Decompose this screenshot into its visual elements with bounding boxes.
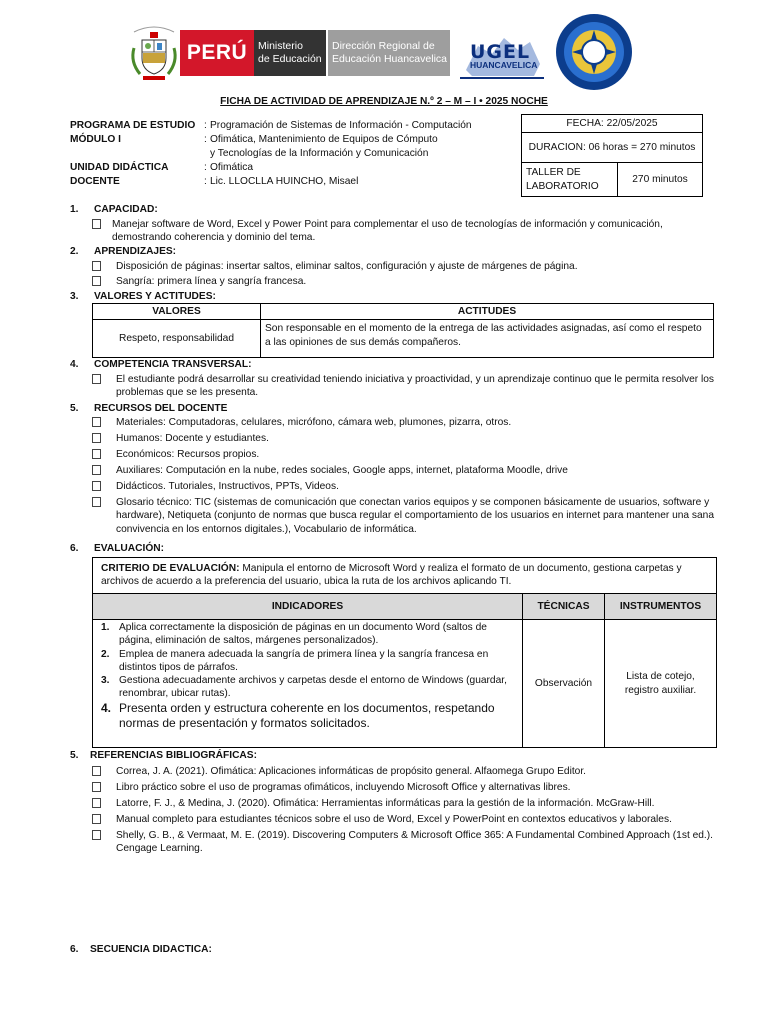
checkbox-bullet-icon: [92, 374, 101, 384]
checkbox-bullet-icon: [92, 449, 101, 459]
criterio-cell: [93, 558, 717, 594]
list-item: Humanos: Docente y estudiantes.: [92, 432, 718, 445]
section-title-valores: VALORES Y ACTITUDES:: [94, 291, 216, 302]
section-number: 1.: [70, 204, 79, 215]
drea-label: Dirección Regional de Educación Huancavelica: [328, 30, 450, 76]
section-number: 2.: [70, 246, 79, 257]
list-item: Latorre, F. J., & Medina, J. (2020). Ofimática: Herramientas informáticas para la gestión de la información. McGraw-Hill.: [92, 797, 718, 810]
section-number: 6.: [70, 944, 79, 955]
section-number: 6.: [70, 543, 79, 554]
tecnica-cell: Observación: [523, 620, 605, 748]
peru-brand-box: PERÚ: [180, 30, 254, 76]
tecnicas-header: TÉCNICAS: [523, 594, 605, 620]
section-title-referencias: REFERENCIAS BIBLIOGRÁFICAS:: [90, 750, 257, 761]
list-item: Económicos: Recursos propios.: [92, 448, 718, 461]
taller-cell: TALLER DE LABORATORIO: [522, 163, 618, 197]
date-table: [521, 114, 703, 197]
checkbox-bullet-icon: [92, 481, 101, 491]
indicadores-header: INDICADORES: [93, 594, 523, 620]
indicador-item: 3. Gestiona adecuadamente archivos y carpetas desde el entorno de Windows (guardar, renombrar, ubicar rutas).: [101, 675, 507, 700]
instrumentos-header: INSTRUMENTOS: [605, 594, 717, 620]
indicador-item: 1. Aplica correctamente la disposición de páginas en un documento Word (saltos de página, eliminación de saltos, márgenes personalizados).: [101, 622, 487, 647]
checkbox-bullet-icon: [92, 798, 101, 808]
section-title-secuencia: SECUENCIA DIDACTICA:: [90, 944, 212, 955]
indicadores-cell: [93, 620, 523, 748]
ugel-logo-text: UGEL: [470, 41, 531, 63]
section-number: 4.: [70, 359, 79, 370]
section-number: 3.: [70, 291, 79, 302]
list-item: Shelly, G. B., & Vermaat, M. E. (2019). Discovering Computers & Microsoft Office 365: A Fundamental Combined Approach (1st ed.). Cengage Learning.: [92, 829, 718, 856]
peru-coat-of-arms-icon: [128, 24, 180, 84]
criterio-label: CRITERIO DE EVALUACIÓN:: [101, 563, 240, 574]
ministerio-label: Ministerio de Educación: [254, 30, 326, 76]
valor-cell: Respeto, responsabilidad: [93, 320, 261, 358]
checkbox-bullet-icon: [92, 417, 101, 427]
actitudes-header: ACTITUDES: [261, 304, 714, 320]
checkbox-bullet-icon: [92, 261, 101, 271]
section-number: 5.: [70, 750, 79, 761]
section-title-competencia: COMPETENCIA TRANSVERSAL:: [94, 359, 252, 370]
institute-seal-icon: [554, 12, 634, 92]
checkbox-bullet-icon: [92, 497, 101, 507]
list-item: Glosario técnico: TIC (sistemas de comunicación que conectan varios equipos y se componen básicamente de usuarios, software y hardware), Netiqueta (conjunto de normas que busca regular el comportamiento de los usuarios en internet para mantener una sana convivencia en los entornos digitales.), Vocabulario de informática.: [92, 496, 718, 536]
list-item: Sangría: primera línea y sangría francesa.: [92, 275, 718, 288]
evaluacion-table: [92, 557, 717, 748]
instrumento-cell: Lista de cotejo, registro auxiliar.: [605, 620, 717, 748]
checkbox-bullet-icon: [92, 830, 101, 840]
valores-table: [92, 303, 714, 358]
list-item: Didácticos. Tutoriales, Instructivos, PPTs, Videos.: [92, 480, 718, 493]
indicador-item: 2. Emplea de manera adecuada la sangría de primera línea y la sangría francesa en distintos tipos de párrafos.: [101, 648, 489, 673]
section-title-capacidad: CAPACIDAD:: [94, 204, 158, 215]
list-item: Manejar software de Word, Excel y Power Point para complementar el uso de tecnologías de información y comunicación, demostrando coherencia y dominio del tema.: [92, 218, 718, 245]
list-item: Libro práctico sobre el uso de programas ofimáticos, incluyendo Microsoft Office y alternativas libres.: [92, 781, 718, 794]
duracion-cell: DURACION: 06 horas = 270 minutos: [522, 133, 703, 163]
section-title-aprendizajes: APRENDIZAJES:: [94, 246, 177, 257]
checkbox-bullet-icon: [92, 814, 101, 824]
list-item: Materiales: Computadoras, celulares, micrófono, cámara web, plumones, pizarra, otros.: [92, 416, 718, 429]
list-item: Auxiliares: Computación en la nube, redes sociales, Google apps, internet, plataforma Moodle, drive: [92, 464, 718, 477]
valores-header: VALORES: [93, 304, 261, 320]
checkbox-bullet-icon: [92, 782, 101, 792]
section-title-evaluacion: EVALUACIÓN:: [94, 543, 164, 554]
section-number: 5.: [70, 403, 79, 414]
ugel-logo-subtext: HUANCAVELICA: [470, 60, 538, 70]
checkbox-bullet-icon: [92, 276, 101, 286]
section-title-recursos: RECURSOS DEL DOCENTE: [94, 403, 228, 414]
document-title: FICHA DE ACTIVIDAD DE APRENDIZAJE N.º 2 – M – I • 2025 NOCHE: [220, 96, 548, 107]
fecha-cell: FECHA: 22/05/2025: [522, 115, 703, 133]
checkbox-bullet-icon: [92, 465, 101, 475]
document-header: [0, 0, 768, 100]
checkbox-bullet-icon: [92, 766, 101, 776]
checkbox-bullet-icon: [92, 433, 101, 443]
list-item: Correa, J. A. (2021). Ofimática: Aplicaciones informáticas de propósito general. Alfaomega Grupo Editor.: [92, 765, 718, 778]
list-item: El estudiante podrá desarrollar su creatividad teniendo iniciativa y proactividad, y un aprendizaje continuo que le permita resolver los problemas que se les presenta.: [92, 373, 718, 400]
indicador-item: 4. Presenta orden y estructura coherente en los documentos, respetando normas de presentación y formatos solicitados.: [101, 700, 495, 731]
list-item: Manual completo para estudiantes técnicos sobre el uso de Word, Excel y PowerPoint en contextos educativos y laborales.: [92, 813, 718, 826]
checkbox-bullet-icon: [92, 219, 101, 229]
criterio-text: Manipula el entorno de Microsoft Word y realiza el formato de un documento, gestiona carpetas y archivos de acuerdo a la preferencia del usuario, ubica la ruta de los archivos aplicando TI.: [101, 563, 682, 588]
actitud-cell: Son responsable en el momento de la entrega de las actividades asignadas, así como el respeto a las opiniones de sus demás compañeros.: [261, 320, 714, 358]
list-item: Disposición de páginas: insertar saltos, eliminar saltos, configuración y ajuste de márgenes de página.: [92, 260, 718, 273]
taller-minutos-cell: 270 minutos: [618, 163, 703, 197]
